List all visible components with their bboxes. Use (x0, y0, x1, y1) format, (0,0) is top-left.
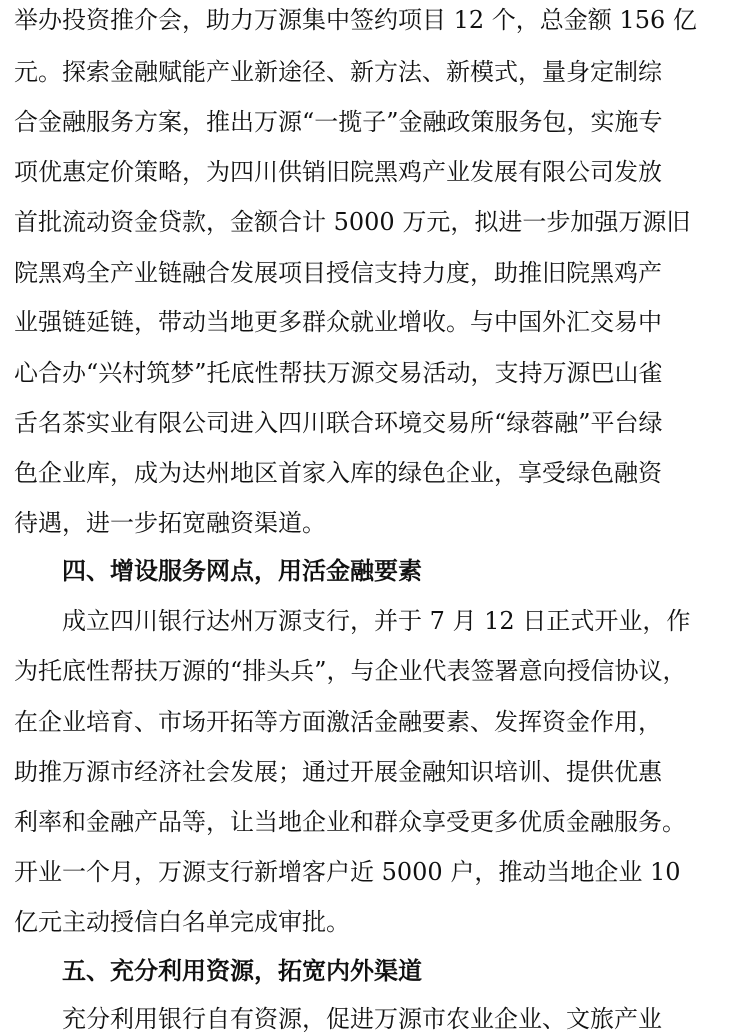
paragraph-line: 业强链延链，带动当地更多群众就业增收。与中国外汇交易中 (14, 308, 662, 336)
paragraph-line: 为托底性帮扶万源的“排头兵”，与企业代表签署意向授信协议， (14, 657, 687, 685)
paragraph-line: 首批流动资金贷款，金额合计 5000 万元，拟进一步加强万源旧 (14, 208, 691, 236)
paragraph-line: 亿元主动授信白名单完成审批。 (14, 908, 350, 936)
paragraph-line: 待遇，进一步拓宽融资渠道。 (14, 509, 326, 537)
paragraph-line: 开业一个月，万源支行新增客户近 5000 户，推动当地企业 10 (14, 858, 681, 886)
paragraph-line: 项优惠定价策略，为四川供销旧院黑鸡产业发展有限公司发放 (14, 158, 662, 186)
paragraph-line: 充分利用银行自有资源，促进万源市农业企业、文旅产业 (62, 1005, 662, 1033)
paragraph-line: 元。探索金融赋能产业新途径、新方法、新模式，量身定制综 (14, 58, 662, 86)
paragraph-line: 利率和金融产品等，让当地企业和群众享受更多优质金融服务。 (14, 808, 686, 836)
paragraph-line: 心合办“兴村筑梦”托底性帮扶万源交易活动，支持万源巴山雀 (14, 359, 663, 387)
paragraph-line: 院黑鸡全产业链融合发展项目授信支持力度，助推旧院黑鸡产 (14, 259, 662, 287)
section-heading: 四、增设服务网点，用活金融要素 (62, 557, 422, 585)
paragraph-line: 在企业培育、市场开拓等方面激活金融要素、发挥资金作用， (14, 708, 662, 736)
paragraph-line: 助推万源市经济社会发展；通过开展金融知识培训、提供优惠 (14, 758, 662, 786)
paragraph-line: 举办投资推介会，助力万源集中签约项目 12 个，总金额 156 亿 (14, 6, 697, 34)
paragraph-line: 成立四川银行达州万源支行，并于 7 月 12 日正式开业，作 (62, 607, 691, 635)
paragraph-line: 合金融服务方案，推出万源“一揽子”金融政策服务包，实施专 (14, 108, 663, 136)
section-heading: 五、充分利用资源，拓宽内外渠道 (62, 957, 422, 985)
paragraph-line: 色企业库，成为达州地区首家入库的绿色企业，享受绿色融资 (14, 459, 662, 487)
paragraph-line: 舌名茶实业有限公司进入四川联合环境交易所“绿蓉融”平台绿 (14, 409, 663, 437)
